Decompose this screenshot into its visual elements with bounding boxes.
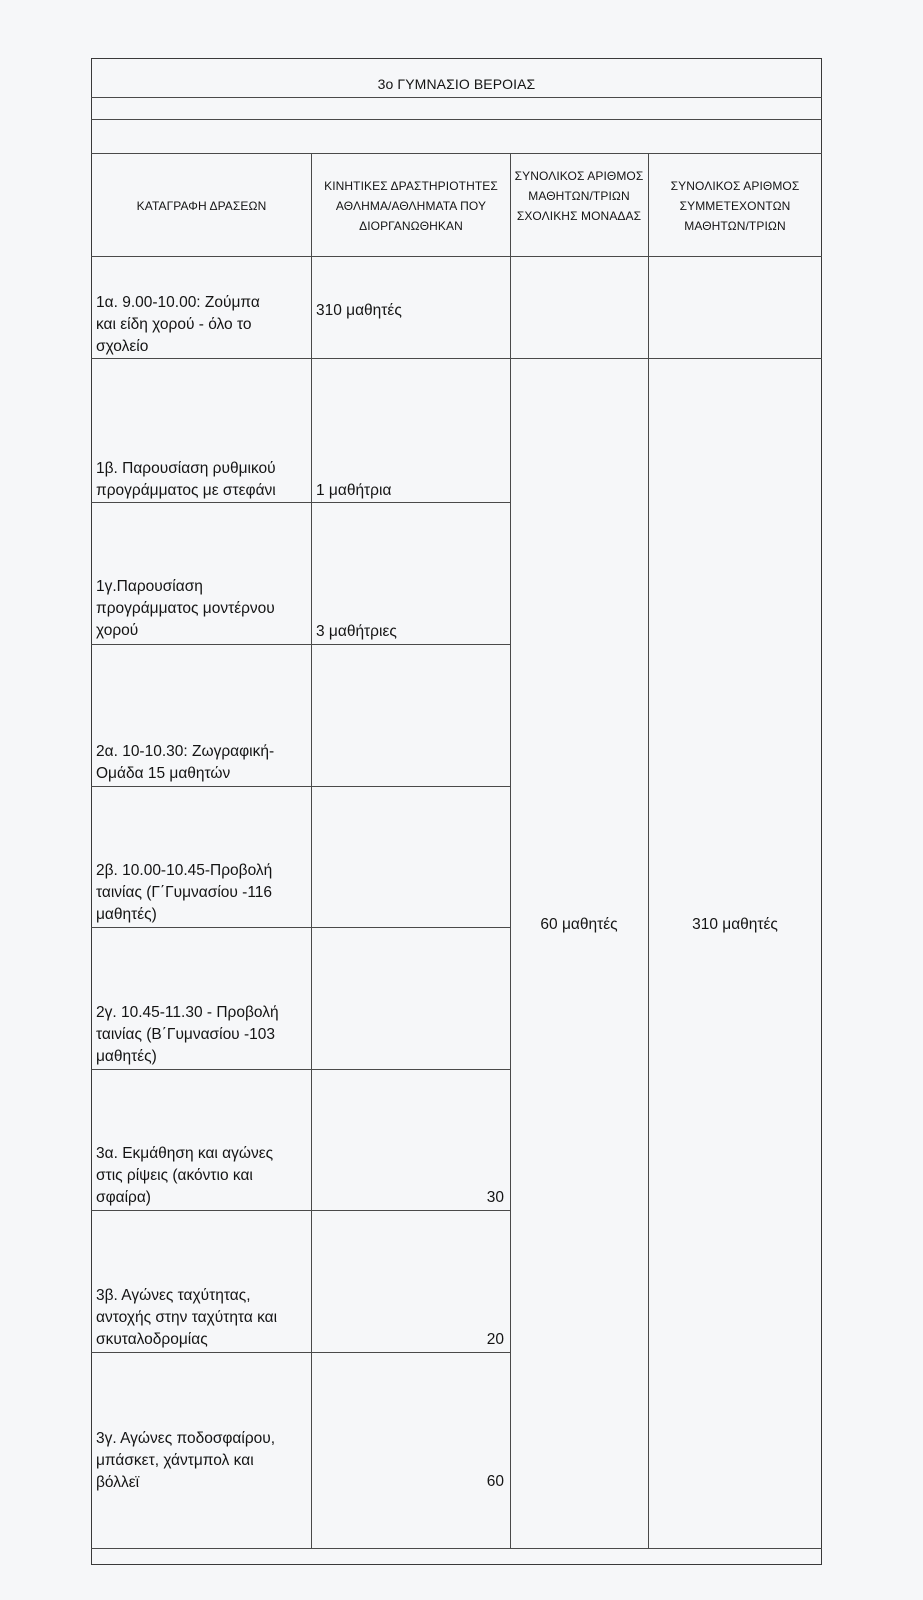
- rule-row-4: [91, 786, 510, 787]
- participants-cell: 3 μαθήτριες: [316, 623, 397, 640]
- rule-row-5: [91, 927, 510, 928]
- action-cell: 1α. 9.00-10.00: Ζούμπα και είδη χορού - όλο το σχολείο: [96, 294, 260, 355]
- rule-blank-row: [91, 119, 822, 120]
- action-cell: 3α. Εκμάθηση και αγώνες στις ρίψεις (ακόντιο και σφαίρα): [96, 1145, 274, 1206]
- rule-bottom: [91, 1548, 822, 1549]
- action-cell: 3β. Αγώνες ταχύτητας, αντοχής στην ταχύτητα και σκυταλοδρομίας: [96, 1287, 278, 1348]
- rule-row-3: [91, 644, 510, 645]
- rule-row-6: [91, 1069, 510, 1070]
- rule-under-header: [91, 256, 822, 257]
- action-cell: 3γ. Αγώνες ποδοσφαίρου, μπάσκετ, χάντμπολ και βόλλεϊ: [96, 1430, 276, 1491]
- rule-row-2: [91, 502, 510, 503]
- action-cell: 2α. 10-10.30: Ζωγραφική- Ομάδα 15 μαθητών: [96, 743, 275, 782]
- participants-total-cell: 310 μαθητές: [692, 916, 778, 933]
- header-actions: ΚΑΤΑΓΡΑΦΗ ΔΡΑΣΕΩΝ: [136, 199, 267, 213]
- participants-cell: 310 μαθητές: [316, 302, 402, 319]
- count-cell: 60: [486, 1473, 504, 1490]
- header-participants-total: ΣΥΝΟΛΙΚΟΣ ΑΡΙΘΜΟΣ ΣΥΜΜΕΤΕΧΟΝΤΩΝ ΜΑΘΗΤΩΝ/ΤΡΙΩΝ: [670, 179, 800, 233]
- school-total-cell: 60 μαθητές: [540, 916, 618, 933]
- count-cell: 20: [486, 1331, 504, 1348]
- count-cell: 30: [486, 1189, 504, 1206]
- participants-cell: 1 μαθήτρια: [316, 482, 392, 499]
- rule-under-title: [91, 97, 822, 98]
- col-divider-3: [648, 153, 649, 1548]
- action-cell: 2γ. 10.45-11.30 - Προβολή ταινίας (Β΄Γυμνασίου -103 μαθητές): [96, 1004, 279, 1065]
- header-school-total: ΣΥΝΟΛΙΚΟΣ ΑΡΙΘΜΟΣ ΜΑΘΗΤΩΝ/ΤΡΙΩΝ ΣΧΟΛΙΚΗΣ ΜΟΝΑΔΑΣ: [514, 169, 644, 223]
- action-cell: 1γ.Παρουσίαση προγράμματος μοντέρνου χορού: [96, 578, 275, 639]
- school-title: 3ο ΓΥΜΝΑΣΙΟ ΒΕΡΟΙΑΣ: [377, 76, 536, 92]
- rule-row-7: [91, 1210, 510, 1211]
- rule-row-8: [91, 1352, 510, 1353]
- action-cell: 1β. Παρουσίαση ρυθμικού προγράμματος με στεφάνι: [96, 460, 276, 499]
- action-cell: 2β. 10.00-10.45-Προβολή ταινίας (Γ΄Γυμνασίου -116 μαθητές): [96, 862, 273, 923]
- header-activities: ΚΙΝΗΤΙΚΕΣ ΔΡΑΣΤΗΡΙΟΤΗΤΕΣ ΑΘΛΗΜΑ/ΑΘΛΗΜΑΤΑ ΠΟΥ ΔΙΟΡΓΑΝΩΘΗΚΑΝ: [324, 179, 498, 233]
- rule-row-1: [91, 358, 822, 359]
- col-divider-2: [510, 153, 511, 1548]
- rule-over-header: [91, 153, 822, 154]
